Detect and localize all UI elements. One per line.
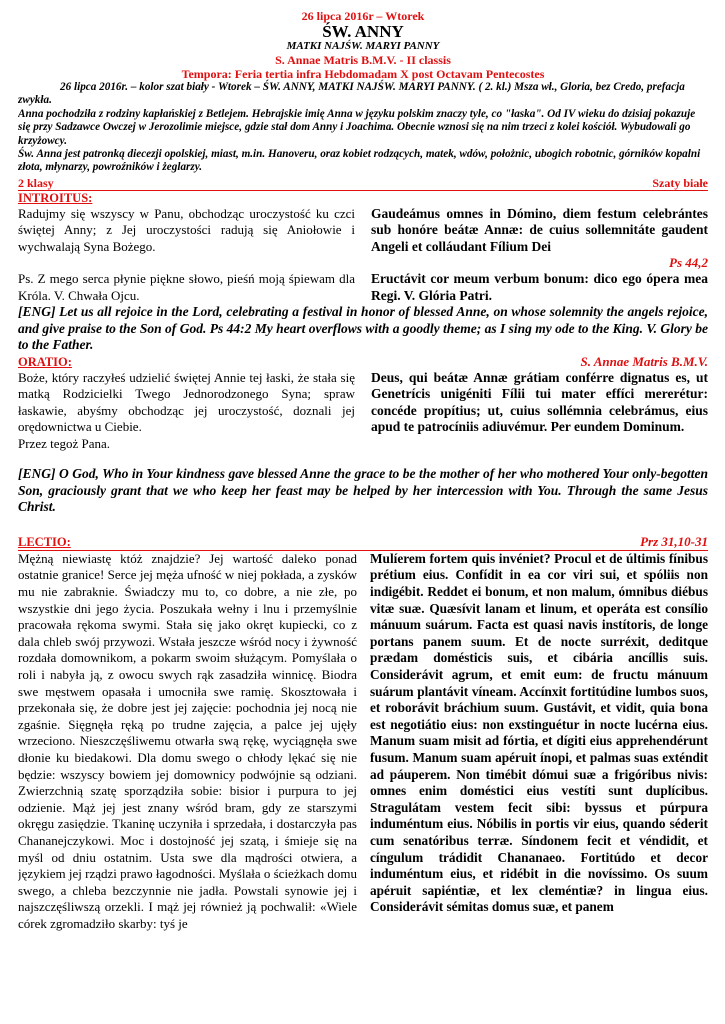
feast-title: ŚW. ANNY [322,22,404,41]
introitus-psalm-polish: Ps. Z mego serca płynie piękne słowo, pieśń moją śpiewam dla Króla. V. Chwała Ojcu. [18,271,355,303]
oratio-polish [18,370,355,453]
introitus-polish: Radujmy się wszyscy w Panu, obchodząc uroczystość ku czci świętej Anny; z Jej uroczystości radują się Aniołowie i wychwalają Syna Bożego. [18,205,355,254]
oratio-text [18,370,708,453]
introitus-antiphon [18,206,708,256]
feast-subtitle: MATKI NAJŚW. MARYI PANNY [286,40,440,52]
lectio-label: LECTIO: [18,534,71,549]
introitus-latin: Gaudeámus omnes in Dómino, diem festum celebrántes sub honóre beátæ Annæ: de cuius sollemnitáte gaudent Angeli et colláudant Fílium Dei [371,205,708,254]
lectio-header [18,534,708,551]
vestment-color-label: Szaty białe [652,175,708,190]
introitus-psalm-ref: Ps 44,2 [669,255,708,271]
oratio-feast: S. Annae Matris B.M.V. [580,353,708,369]
oratio-label: ORATIO: [18,354,72,369]
oratio-latin: Deus, qui beátæ Annæ grátiam conférre dignatus es, ut Genetrícis unigéniti Fílii tui mater effíci mererétur: concéde propítius; ut, cuius sollémnia celebrámus, eius apud te patrocíniis adiuvémur. Per eundem Dominum. [371,369,708,435]
missal-page [18,0,708,1024]
oratio-polish-body: Boże, który raczyłeś udzielić świętej Annie tej łaski, że stała się matką Rodzicielki Twego Jednorodzonego Syna; spraw łaskawie, abyśmy obchodząc jej uroczystość, doznali jej orędownictwa u Ciebie. [18,369,355,435]
lectio-polish: Mężną niewiastę któż znajdzie? Jej wartość daleko ponad ostatnie granice! Serce jej męża ufność w niej pokłada, a zysków mu nie zabraknie. Świadczy mu to, co dobre, a nie złe, po wszystkie dni jego życia. Poszukała wełny i lnu i przemyślnie pracowała rękoma swymi. Stała się jako okręt kupiecki, co z dala chleb swój przywozi. Wstała jeszcze wśród nocy i żywność rozdała domownikom, a pokarm swoim służącym. Pomyślała o roli i nabyła ją, z owocu swych rąk zasadziła winnicę. Biodra swe męstwem opasała i umocniła swe ramię. Skosztowała i przekonała się, że dobre jest jej zajęcie: pochodnia jej nocą nie zgaśnie. Sięgnęła ręką po trudne zajęcia, a palce jej ujęły wrzeciono. Nieszczęśliwemu otwarła swą rękę, wyciągnęła swe dłonie ku biedakowi. Dla domu swego o chłody lękać się nie będzie: wszyscy bowiem jej domownicy podwójnie są odziani. Zwierzchnią szatę sporządziła sobie: bisior i purpura to jej odzienie. Mąż jej jest znany wśród bram, gdy ze starszymi okręgu zasiędzie. Tkaninę uczyniła i sprzedała, i dostarczyła pas Chananejczykowi. Moc i dostojność jej szatą, i śmieje się na myśl od dniu ostatnim. Usta swe dla mądrości otwiera, a językiem jej rządzi prawo łagodności. Myślała o ścieżkach domu swego, a chleba bezczynnie nie jadła. Powstali synowie jej i najszczęśliwszą orzekli. I mąż jej również ją pochwalił: «Wiele córek zgromadziło skarby: tyś je [18,550,357,931]
intro-history: Anna pochodziła z rodziny kapłańskiej z Betlejem. Hebrajskie imię Anna w języku polskim znaczy tyle, co "łaska". Od IV wieku do dzisiaj pokazuje się przy Sadzawce Owczej w Jerozolimie miejsce, gdzie stał dom Anny i Joachima. Obecnie wznosi się na nim trzeci z kolei kościół. Wybudowali go krzyżowcy. [18,107,696,147]
introitus-label: INTROITUS: [18,190,93,205]
lectio-ref: Prz 31,10-31 [640,533,708,549]
introitus-psalm-latin: Eructávit cor meum verbum bonum: dico ego ópera mea Regi. V. Glória Patri. [371,271,708,303]
lectio-text [18,551,708,933]
class-bar [18,177,708,191]
feast-latin-name: S. Annae Matris B.M.V. - II classis [275,53,451,67]
introitus-psalm [18,271,708,304]
oratio-english: [ENG] O God, Who in Your kindness gave blessed Anne the grace to be the mother of her who mothered Your only-begotten Son, graciously grant that we who keep her feast may be helped by her intercession with You. Through the same Jesus Christ. [18,466,708,515]
intro-patronage: Św. Anna jest patronką diecezji opolskiej, miast, m.in. Hanoveru, oraz kobiet rodzących, matek, wdów, położnic, ubogich robotnic, górników kopalni złota, młynarzy, powroźników i żeglarzy. [18,148,701,174]
introitus-english: [ENG] Let us all rejoice in the Lord, celebrating a festival in honor of blessed Anne, on whose solemnity the angels rejoice, and give praise to the Son of God. Ps 44:2 My heart overflows with a goodly theme; as I sing my ode to the King. V. Glory be to the Father. [18,304,708,353]
oratio-header [18,354,708,370]
oratio-polish-conclusion: Przez tegoż Pana. [18,435,111,451]
class-label: 2 klasy [18,175,54,190]
lectio-latin: Mulíerem fortem quis invéniet? Procul et de últimis fínibus prétium eius. Confídit in ea cor viri sui, et spóliis non indigébit. Reddet ei bonum, et non malum, ómnibus diébus vitæ suæ. Quæsívit lanam et linum, et operáta est consílio mánuum suárum. Facta est quasi navis instítoris, de longe portans panem suum. Et de nocte surréxit, deditque prædam domésticis suis, et cibária ancíllis suis. Considerávit agrum, et emit eum: de fructu mánuum suárum plantávit víneam. Accínxit fortitúdine lumbos suos, et roborávit bráchium suum. Gustávit, et vidit, quia bona est negotiátio eius: non exstinguétur in nocte lucérna eius. Manum suam misit ad fórtia, et dígiti eius apprehendérunt fusum. Manum suam apéruit ínopi, et palmas suas exténdit ad páuperem. Non timébit dómui suæ a frigóribus nivis: omnes enim doméstici eius vestíti sunt duplícibus. Stragulátam vestem fecit sibi: byssus et púrpura induméntum eius. Nóbilis in portis vir eius, quando séderit cum senatóribus terræ. Síndonem fecit et véndidit, et cíngulum trádidit Chananaeo. Fortitúdo et decor induméntum eius, et ridébit in die novíssimo. Os suum apéruit sapiéntiæ, et lex cleméntiæ? in lingua eius. Considerávit sémitas domus suæ, et panem [370,550,708,915]
tempora-line: Tempora: Feria tertia infra Hebdomadam X post Octavam Pentecostes [181,67,545,81]
feast-date: 26 lipca 2016r – Wtorek [301,9,425,23]
intro-rubric: 26 lipca 2016r. – kolor szat biały - Wtorek – ŚW. ANNY, MATKI NAJŚW. MARYI PANNY. ( 2. kl.) Msza wł., Gloria, bez Credo, prefacja zwykła. [18,81,685,107]
